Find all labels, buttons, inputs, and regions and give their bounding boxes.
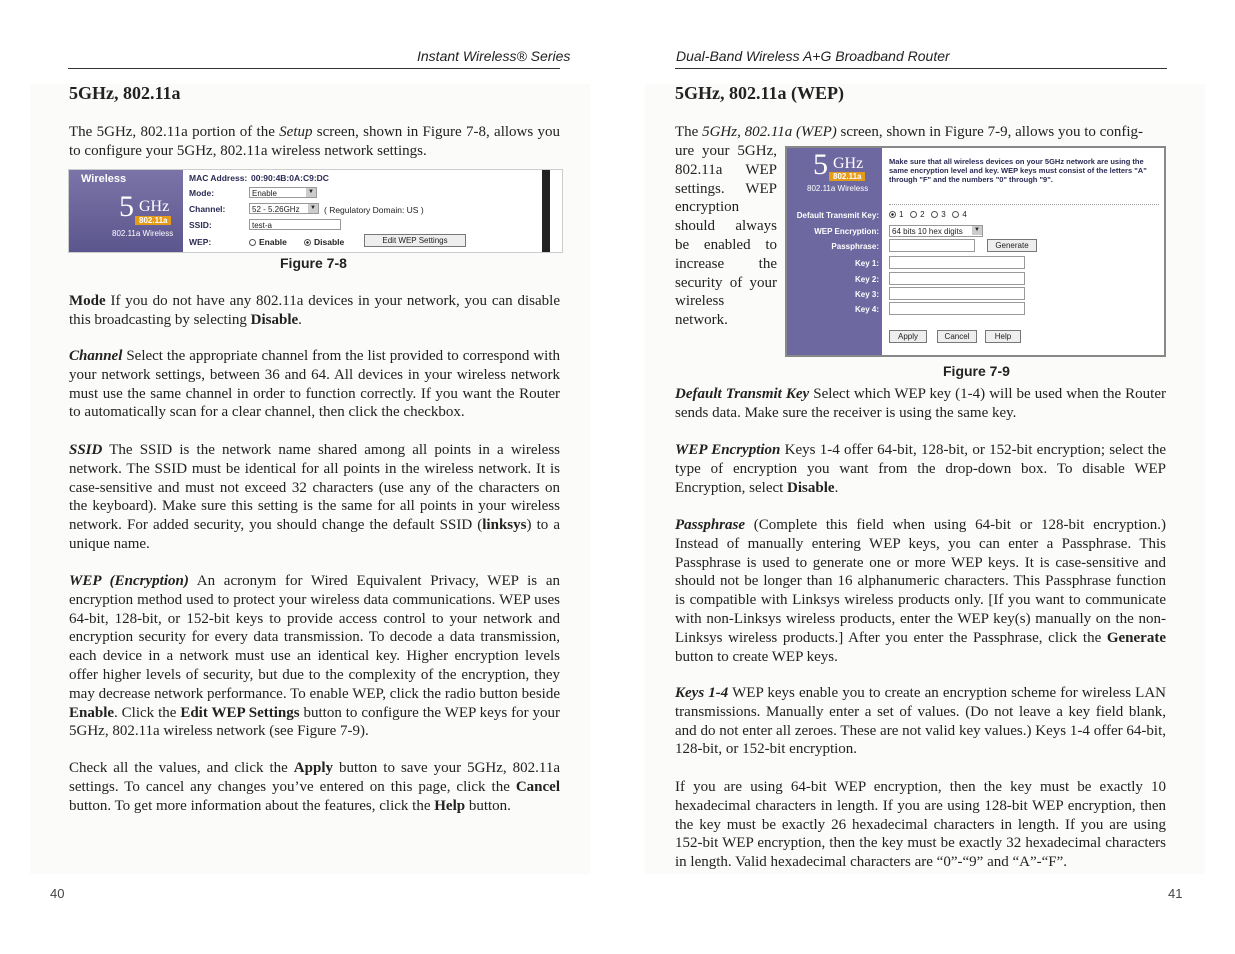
figure-7-8-screenshot bbox=[68, 169, 563, 253]
wep-label: WEP: bbox=[189, 237, 212, 247]
radio-icon bbox=[249, 239, 256, 246]
wep-note-text: Make sure that all wireless devices on your 5GHz network are using the same encryption level and key. WEP keys must consist of the letters "A" through "F" and the numbers "0" through "9". bbox=[889, 157, 1147, 184]
edit-wep-settings-button[interactable]: Edit WEP Settings bbox=[364, 234, 466, 247]
wep-encryption-label: WEP Encryption: bbox=[814, 227, 879, 236]
wep-encryption-paragraph: WEP (Encryption) An acronym for Wired Equivalent Privacy, WEP is an encryption method used to protect your wireless data communications. WEP uses 64-bit, 128-bit, or 152-bit keys to provide access control to your network and encryption security for every data transmission. To decode a data transmission, each device in a network must use an identical key. Higher encryption levels offer higher levels of security, but due to the complexity of the encryption, they may decrease network performance. To enable WEP, click the radio button beside Enable. Click the Edit WEP Settings button to configure the WEP keys for your 5GHz, 802.11a wireless network (see Figure 7-9). bbox=[69, 573, 560, 740]
mode-select[interactable]: Enable ▼ bbox=[249, 187, 317, 198]
keys-paragraph: Keys 1-4 WEP keys enable you to create an encryption scheme for wireless LAN transmissions. Manually enter a set of values. (Do not leave a key field blank, and do not enter all zeroes. These are not valid key values.) Keys 1-4 offer 64-bit, 128-bit, or 152-bit encryption. bbox=[675, 685, 1166, 758]
right-running-header: Dual-Band Wireless A+G Broadband Router bbox=[676, 48, 950, 64]
figure-7-9-screenshot bbox=[785, 146, 1166, 357]
right-section-title: 5GHz, 802.11a (WEP) bbox=[675, 83, 844, 103]
wireless-sidebar-title: Wireless bbox=[81, 173, 127, 185]
key-2-label: Key 2: bbox=[854, 275, 879, 284]
logo-ghz: GHz bbox=[139, 198, 170, 215]
key-option-2[interactable]: 2 bbox=[920, 210, 925, 219]
dotted-divider bbox=[889, 204, 1159, 205]
key-1-label: Key 1: bbox=[854, 259, 879, 268]
left-section-title: 5GHz, 802.11a bbox=[69, 83, 181, 103]
figure-7-9-caption: Figure 7-9 bbox=[943, 363, 1010, 379]
mode-label: Mode: bbox=[189, 188, 215, 198]
key-4-input[interactable] bbox=[889, 302, 1025, 315]
apply-button[interactable]: Apply bbox=[889, 330, 927, 343]
left-header-rule bbox=[68, 68, 560, 69]
left-intro-paragraph: The 5GHz, 802.11a portion of the Setup screen, shown in Figure 7-8, allows you to configure your 5GHz, 802.11a wireless network settings. bbox=[69, 124, 560, 159]
default-key-radio-group[interactable] bbox=[889, 210, 967, 219]
channel-select[interactable]: 52 - 5.26GHz ▼ bbox=[249, 203, 319, 214]
regulatory-domain-text: ( Regulatory Domain: US ) bbox=[324, 205, 424, 215]
right-header-rule bbox=[675, 68, 1167, 69]
logo-subtitle: 802.11a Wireless bbox=[807, 184, 869, 193]
ssid-paragraph: SSID The SSID is the network name shared among all points in a wireless network. The SSID must be identical for all points in the wireless network. It is case-sensitive and must not exceed 32 characters (use any of the characters on the keyboard). Make sure this setting is the same for all points in your wireless network. For added security, you should change the default SSID (linksys) to a unique name. bbox=[69, 442, 560, 552]
passphrase-label: Passphrase: bbox=[831, 242, 879, 251]
channel-label: Channel: bbox=[189, 204, 226, 214]
right-intro-wrap-text: ure your 5GHz, 802.11a WEP settings. WEP encryption should always be enabled to increase the security of your wireless network. bbox=[675, 143, 777, 329]
default-transmit-key-label: Default Transmit Key: bbox=[796, 211, 879, 220]
left-running-header: Instant Wireless® Series bbox=[417, 48, 571, 64]
mode-paragraph: Mode If you do not have any 802.11a devices in your network, you can disable this broadcasting by selecting Disable. bbox=[69, 293, 560, 328]
chevron-down-icon: ▼ bbox=[308, 204, 318, 213]
wep-enable-radio[interactable]: Enable bbox=[249, 237, 287, 247]
channel-paragraph: Channel Select the appropriate channel from the list provided to correspond with your network settings, between 36 and 64. All devices in your wireless network must use the same channel in order to function correctly. If you want the Router to automatically scan for a clear channel, then click the checkbox. bbox=[69, 348, 560, 421]
ssid-label: SSID: bbox=[189, 220, 212, 230]
ssid-input[interactable]: test-a bbox=[249, 219, 341, 230]
chevron-down-icon: ▼ bbox=[972, 226, 982, 235]
mac-address-value: 00:90:4B:0A:C9:DC bbox=[251, 173, 329, 183]
wep-disable-radio[interactable]: Disable bbox=[304, 237, 344, 247]
key-option-3[interactable]: 3 bbox=[941, 210, 946, 219]
logo-badge: 802.11a bbox=[829, 172, 865, 181]
wep-encryption-description: WEP Encryption Keys 1-4 offer 64-bit, 128-bit, or 152-bit encryption; select the type of encryption you want from the drop-down box. To disable WEP Encryption, select Disable. bbox=[675, 442, 1166, 496]
logo-subtitle: 802.11a Wireless bbox=[112, 229, 174, 238]
default-transmit-key-paragraph: Default Transmit Key Select which WEP key (1-4) will be used when the Router sends data. Make sure the receiver is using the same key. bbox=[675, 386, 1166, 421]
logo-badge: 802.11a bbox=[135, 216, 171, 225]
key-2-input[interactable] bbox=[889, 272, 1025, 285]
key-option-1[interactable]: 1 bbox=[899, 210, 904, 219]
right-intro-first-line: The 5GHz, 802.11a (WEP) screen, shown in Figure 7-9, allows you to config- bbox=[675, 124, 1143, 140]
radio-icon bbox=[952, 211, 959, 218]
figure-edge-bar bbox=[542, 170, 550, 252]
radio-selected-icon bbox=[304, 239, 311, 246]
mac-address-label: MAC Address: bbox=[189, 173, 248, 183]
cancel-button[interactable]: Cancel bbox=[937, 330, 977, 343]
wireless-sidebar bbox=[69, 170, 183, 252]
right-page-number: 41 bbox=[1168, 886, 1183, 901]
hex-characters-paragraph: If you are using 64-bit WEP encryption, then the key must be exactly 10 hexadecimal characters in length. If you are using 128-bit WEP encryption, then the key must be exactly 26 hexadecimal characters in length. If you are using 152-bit WEP encryption, then the key must be exactly 32 hexadecimal characters in length. Valid hexadecimal characters are “0”-“9” and “A”-“F”. bbox=[675, 779, 1166, 871]
logo-ghz: GHz bbox=[833, 155, 864, 172]
key-option-4[interactable]: 4 bbox=[962, 210, 967, 219]
key-1-input[interactable] bbox=[889, 256, 1025, 269]
wep-encryption-select[interactable]: 64 bits 10 hex digits ▼ bbox=[889, 225, 983, 237]
radio-selected-icon bbox=[889, 211, 896, 218]
key-4-label: Key 4: bbox=[854, 305, 879, 314]
passphrase-paragraph: Passphrase (Complete this field when using 64-bit or 128-bit encryption.) Instead of manually entering WEP keys, you can enter a Passphrase. This Passphrase is used to generate one or more WEP keys. It is case-sensitive and should not be longer than 16 alphanumeric characters. This Passphrase function is compatible with Linksys wireless products only. [If you want to communicate with non-Linksys wireless products, enter the WEP key(s) manually on the non-Linksys wireless products.] After you enter the Passphrase, click the Generate button to create WEP keys. bbox=[675, 517, 1166, 665]
radio-icon bbox=[910, 211, 917, 218]
passphrase-input[interactable] bbox=[889, 239, 975, 252]
generate-button[interactable]: Generate bbox=[987, 239, 1037, 252]
logo-5-number: 5 bbox=[813, 148, 828, 181]
chevron-down-icon: ▼ bbox=[306, 188, 316, 197]
figure-7-8-caption: Figure 7-8 bbox=[280, 255, 347, 271]
help-button[interactable]: Help bbox=[985, 330, 1021, 343]
radio-icon bbox=[931, 211, 938, 218]
key-3-input[interactable] bbox=[889, 287, 1025, 300]
key-3-label: Key 3: bbox=[854, 290, 879, 299]
check-values-paragraph: Check all the values, and click the Apply button to save your 5GHz, 802.11a settings. To cancel any changes you’ve entered on this page, click the Cancel button. To get more information about the features, click the Help button. bbox=[69, 760, 561, 814]
logo-5-number: 5 bbox=[119, 190, 134, 223]
left-page-number: 40 bbox=[50, 886, 65, 901]
